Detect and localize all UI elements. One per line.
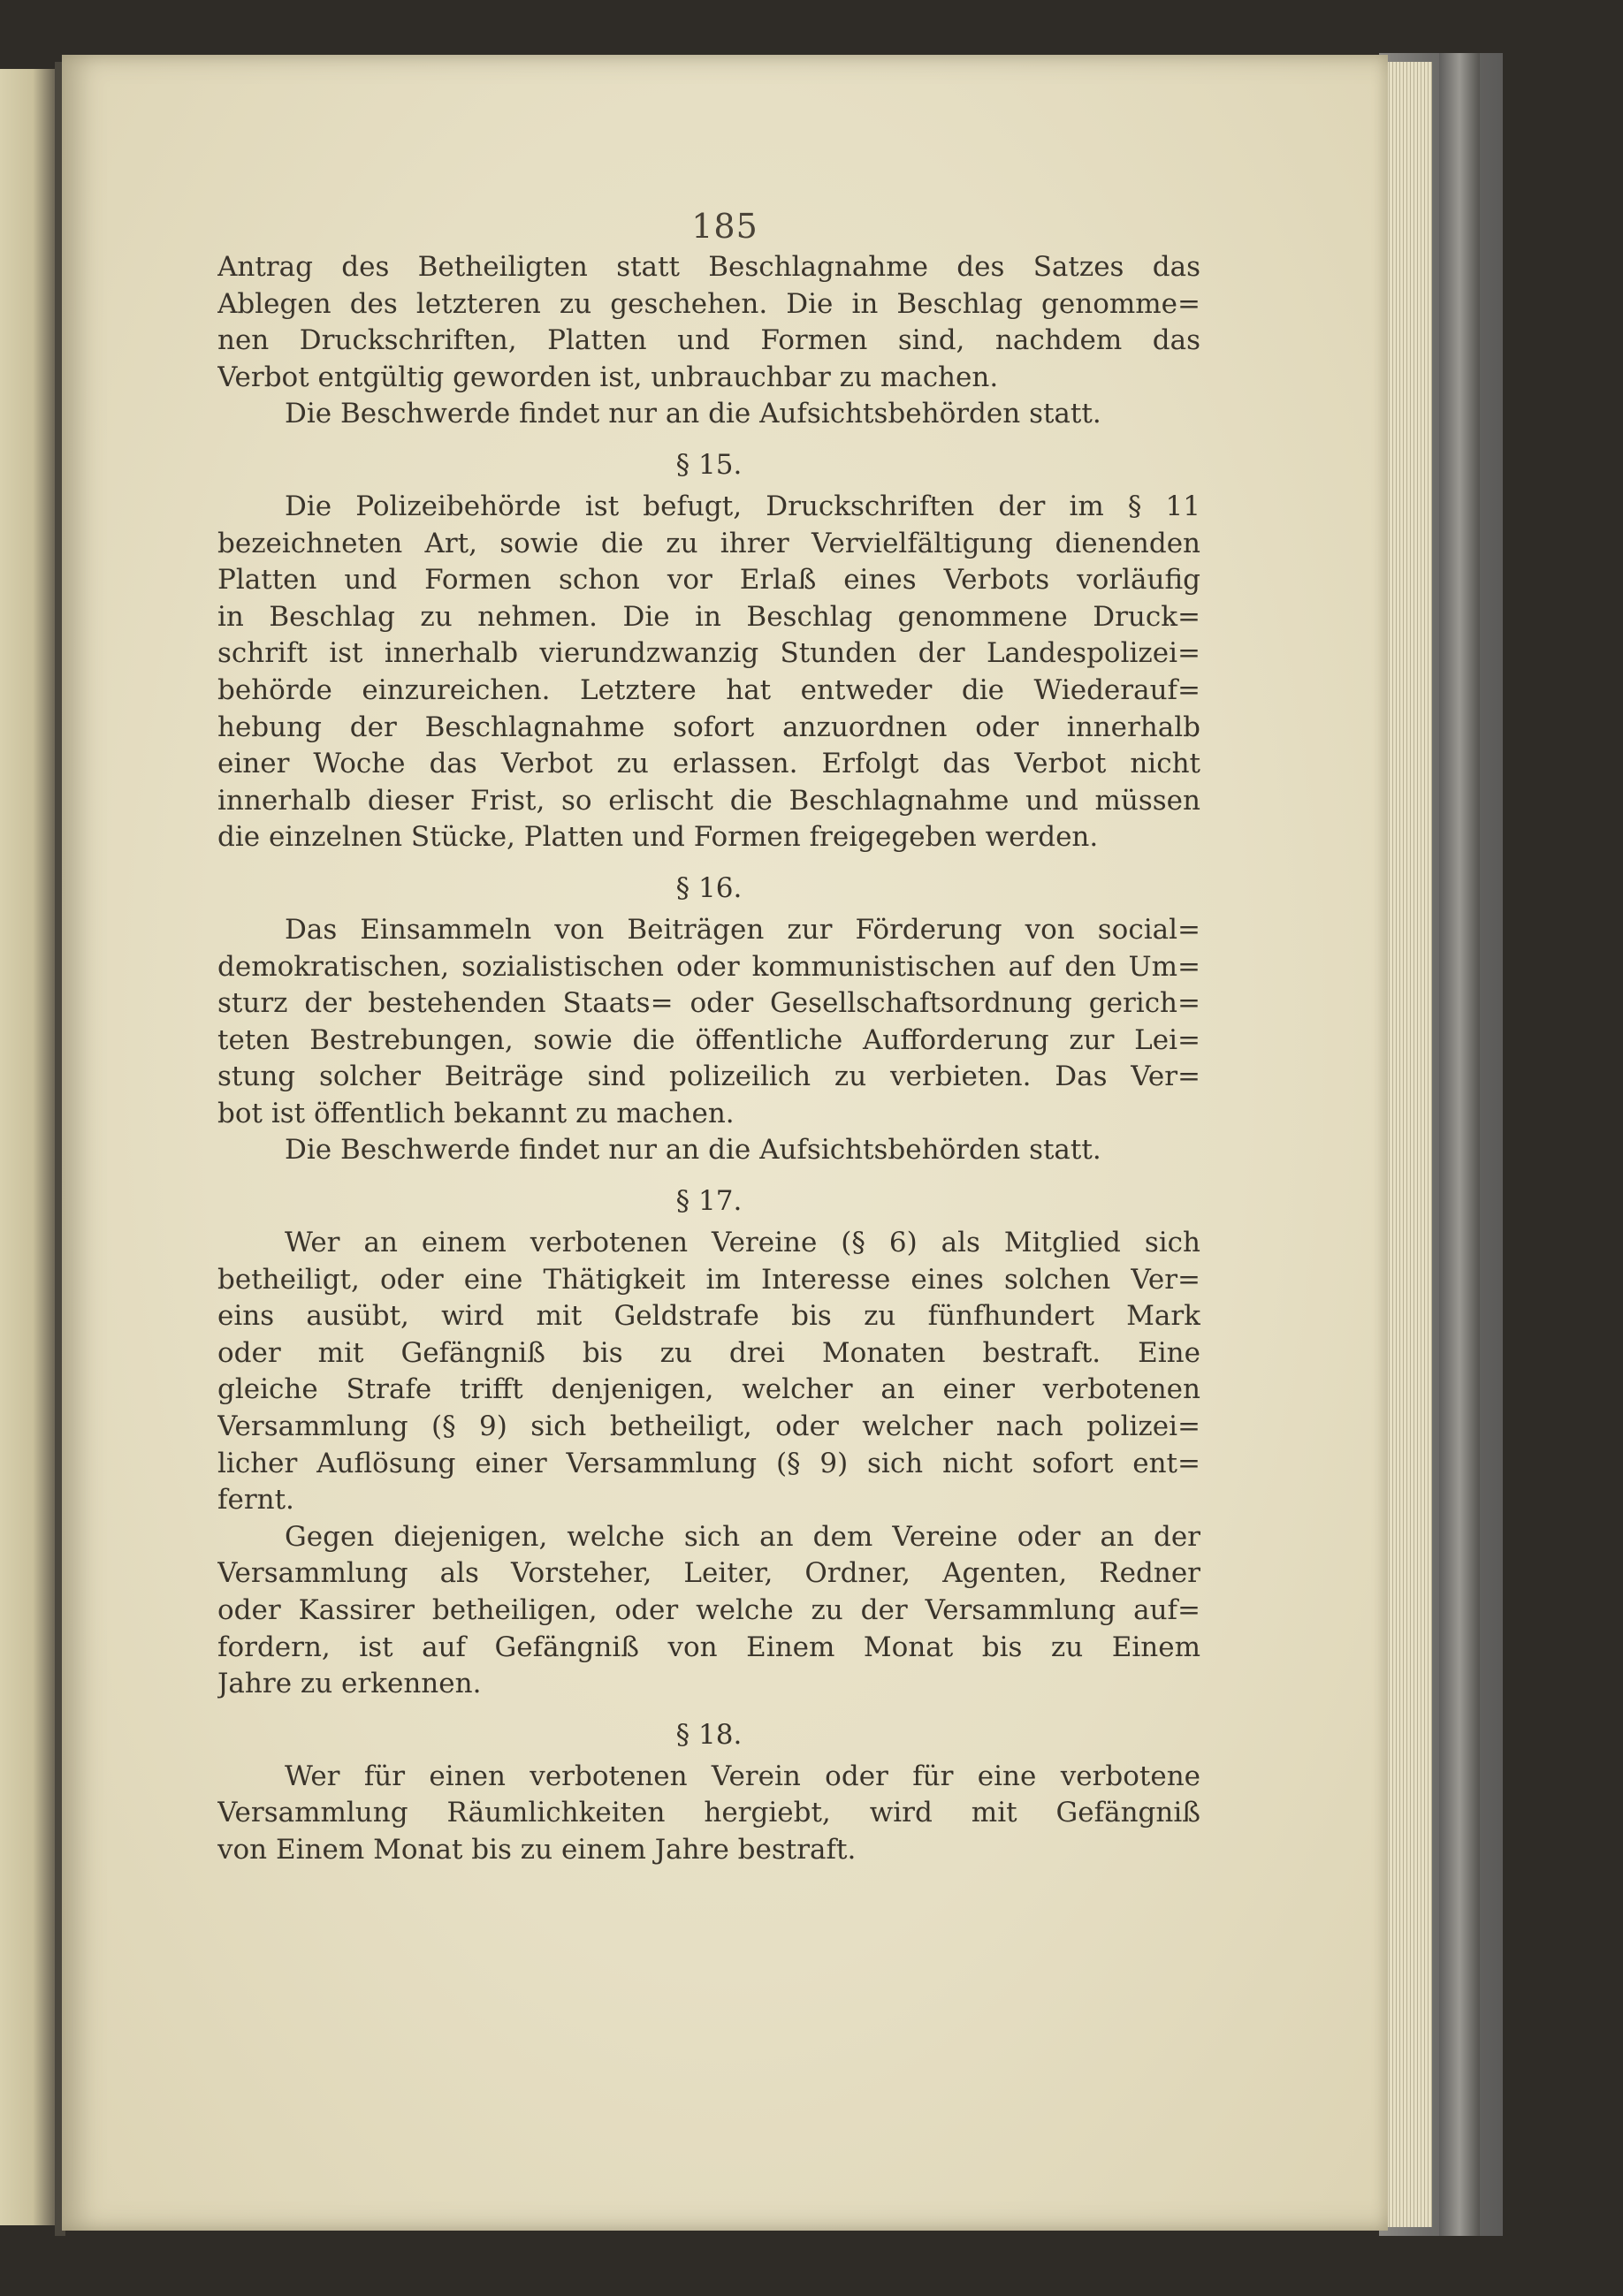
text-line: Verbot entgültig geworden ist, unbrauchbar zu machen. (217, 361, 999, 393)
text-line: oder Kassirer betheiligen, oder welche zu der Versammlung auf= (217, 1594, 1200, 1626)
text-line: Wer für einen verbotenen Verein oder für eine verbotene (285, 1760, 1200, 1792)
paragraph (217, 1132, 1200, 1169)
text-line: Versammlung Räumlichkeiten hergiebt, wird mit Gefängniß (217, 1797, 1200, 1829)
text-line: innerhalb dieser Frist, so erlischt die Beschlagnahme und müssen (217, 784, 1200, 817)
text-line: Versammlung (§ 9) sich betheiligt, oder welcher nach polizei= (217, 1410, 1200, 1443)
text-line: Ablegen des letzteren zu geschehen. Die in Beschlag genomme= (217, 287, 1200, 320)
text-line: Die Beschwerde findet nur an die Aufsichtsbehörden statt. (285, 398, 1101, 430)
paragraph (217, 1519, 1200, 1703)
text-line: hebung der Beschlagnahme sofort anzuordnen oder innerhalb (217, 711, 1200, 743)
section-heading: § 16. (675, 871, 743, 904)
text-line: die einzelnen Stücke, Platten und Formen freigegeben werden. (217, 821, 1099, 854)
text-line: Versammlung als Vorsteher, Leiter, Ordner, Agenten, Redner (217, 1557, 1200, 1590)
text-line: betheiligt, oder eine Thätigkeit im Interesse eines solchen Ver= (217, 1263, 1200, 1296)
text-line: teten Bestrebungen, sowie die öffentliche Aufforderung zur Lei= (217, 1023, 1200, 1056)
text-line: demokratischen, sozialistischen oder kommunistischen auf den Um= (217, 950, 1200, 983)
paragraph (217, 912, 1200, 1133)
paragraph (217, 489, 1200, 856)
text-line: Wer an einem verbotenen Vereine (§ 6) als Mitglied sich (285, 1227, 1200, 1259)
text-line: eins ausübt, wird mit Geldstrafe bis zu fünfhundert Mark (217, 1300, 1200, 1333)
section-heading: § 18. (675, 1718, 743, 1751)
text-line: fernt. (217, 1484, 294, 1517)
text-line: Antrag des Betheiligten statt Beschlagnahme des Satzes das (217, 251, 1200, 283)
cover-edge (1439, 53, 1480, 2236)
text-line: Die Polizeibehörde ist befugt, Druckschriften der im § 11 (285, 490, 1200, 522)
text-line: Platten und Formen schon vor Erlaß eines Verbots vorläufig (217, 564, 1200, 597)
paragraph (217, 396, 1200, 433)
text-line: schrift ist innerhalb vierundzwanzig Stunden der Landespolizei= (217, 637, 1200, 670)
text-line: Das Einsammeln von Beiträgen zur Förderung von social= (285, 913, 1200, 946)
book-page (62, 55, 1388, 2231)
text-line: Jahre zu erkennen. (217, 1668, 482, 1700)
text-line: einer Woche das Verbot zu erlassen. Erfolgt das Verbot nicht (217, 748, 1200, 780)
text-line: behörde einzureichen. Letztere hat entweder die Wiederauf= (217, 673, 1200, 706)
text-line: bot ist öffentlich bekannt zu machen. (217, 1097, 735, 1129)
paragraph (217, 1759, 1200, 1869)
text-line: stung solcher Beiträge sind polizeilich zu verbieten. Das Ver= (217, 1061, 1200, 1093)
text-line: gleiche Strafe trifft denjenigen, welcher an einer verbotenen (217, 1373, 1200, 1406)
text-line: nen Druckschriften, Platten und Formen sind, nachdem das (217, 324, 1200, 357)
left-page-edge (0, 69, 55, 2225)
text-line: oder mit Gefängniß bis zu drei Monaten bestraft. Eine (217, 1336, 1200, 1369)
page-body (217, 249, 1200, 1869)
text-line: sturz der bestehenden Staats= oder Gesellschaftsordnung gerich= (217, 987, 1200, 1020)
paragraph (217, 1225, 1200, 1519)
text-line: Die Beschwerde findet nur an die Aufsichtsbehörden statt. (285, 1134, 1101, 1167)
paragraph (217, 249, 1200, 396)
text-line: Gegen diejenigen, welche sich an dem Vereine oder an der (285, 1520, 1200, 1553)
page-number: 185 (691, 207, 758, 246)
section-heading: § 15. (675, 448, 743, 481)
text-line: bezeichneten Art, sowie die zu ihrer Vervielfältigung dienenden (217, 527, 1200, 559)
text-line: fordern, ist auf Gefängniß von Einem Monat bis zu Einem (217, 1631, 1200, 1663)
text-line: von Einem Monat bis zu einem Jahre bestraft. (217, 1833, 857, 1866)
text-line: licher Auflösung einer Versammlung (§ 9) sich nicht sofort ent= (217, 1447, 1200, 1479)
section-heading: § 17. (675, 1185, 743, 1218)
text-line: in Beschlag zu nehmen. Die in Beschlag genommene Druck= (217, 600, 1200, 633)
